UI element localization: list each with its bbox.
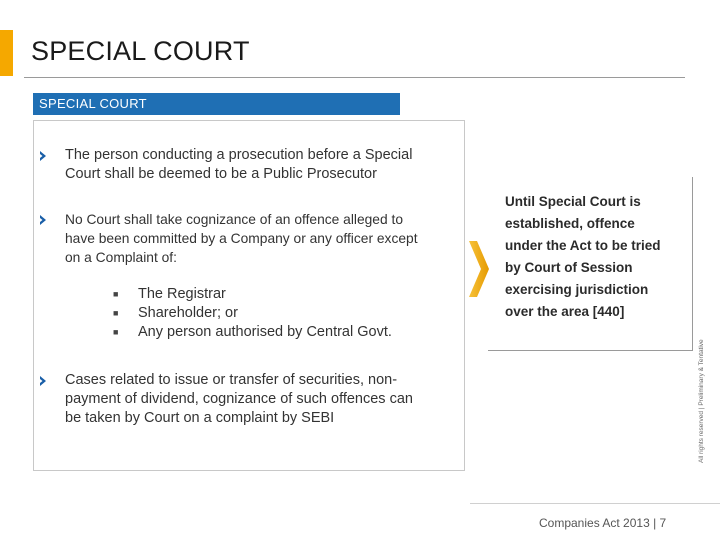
bullet-item-sebi <box>65 371 413 428</box>
callout-line: over the area [440] <box>505 304 625 319</box>
sub-item-text: Any person authorised by Central Govt. <box>138 324 392 340</box>
square-bullet-icon: ■ <box>113 327 119 337</box>
bullet-line: payment of dividend, cognizance of such offences can <box>65 391 413 407</box>
sub-item-text: The Registrar <box>138 286 226 302</box>
bullet-line: The person conducting a prosecution before a Special <box>65 147 413 163</box>
bullet-line: be taken by Court on a complaint by SEBI <box>65 410 335 426</box>
callout-line: under the Act to be tried <box>505 238 661 253</box>
callout-text <box>505 191 689 323</box>
page-title: SPECIAL COURT <box>31 36 250 66</box>
square-bullet-icon: ■ <box>113 289 119 299</box>
bullet-line: No Court shall take cognizance of an offence alleged to <box>65 212 403 227</box>
callout-line: Until Special Court is <box>505 194 641 209</box>
bullet-line: Court shall be deemed to be a Public Prosecutor <box>65 166 377 182</box>
title-divider <box>24 77 685 78</box>
chevron-bullet-icon <box>38 215 48 225</box>
callout-box <box>488 177 693 351</box>
bullet-line: have been committed by a Company or any officer except <box>65 231 418 246</box>
bullet-line: Cases related to issue or transfer of securities, non- <box>65 372 398 388</box>
chevron-right-icon <box>468 240 490 298</box>
title-accent-bar <box>0 30 13 76</box>
footer-page-label: Companies Act 2013 | 7 <box>539 516 667 530</box>
sub-item-text: Shareholder; or <box>138 305 238 321</box>
rights-side-note: All rights reserved | Preliminary & Tentative <box>698 339 705 463</box>
bullet-line: on a Complaint of: <box>65 250 177 265</box>
footer-divider <box>470 503 720 504</box>
chevron-bullet-icon <box>38 151 48 161</box>
chevron-bullet-icon <box>38 376 48 386</box>
bullet-item-cognizance <box>65 210 418 267</box>
section-header: SPECIAL COURT <box>33 93 400 115</box>
square-bullet-icon: ■ <box>113 308 119 318</box>
callout-line: exercising jurisdiction <box>505 282 649 297</box>
bullet-item-prosecutor <box>65 146 412 184</box>
callout-line: established, offence <box>505 216 635 231</box>
callout-line: by Court of Session <box>505 260 633 275</box>
